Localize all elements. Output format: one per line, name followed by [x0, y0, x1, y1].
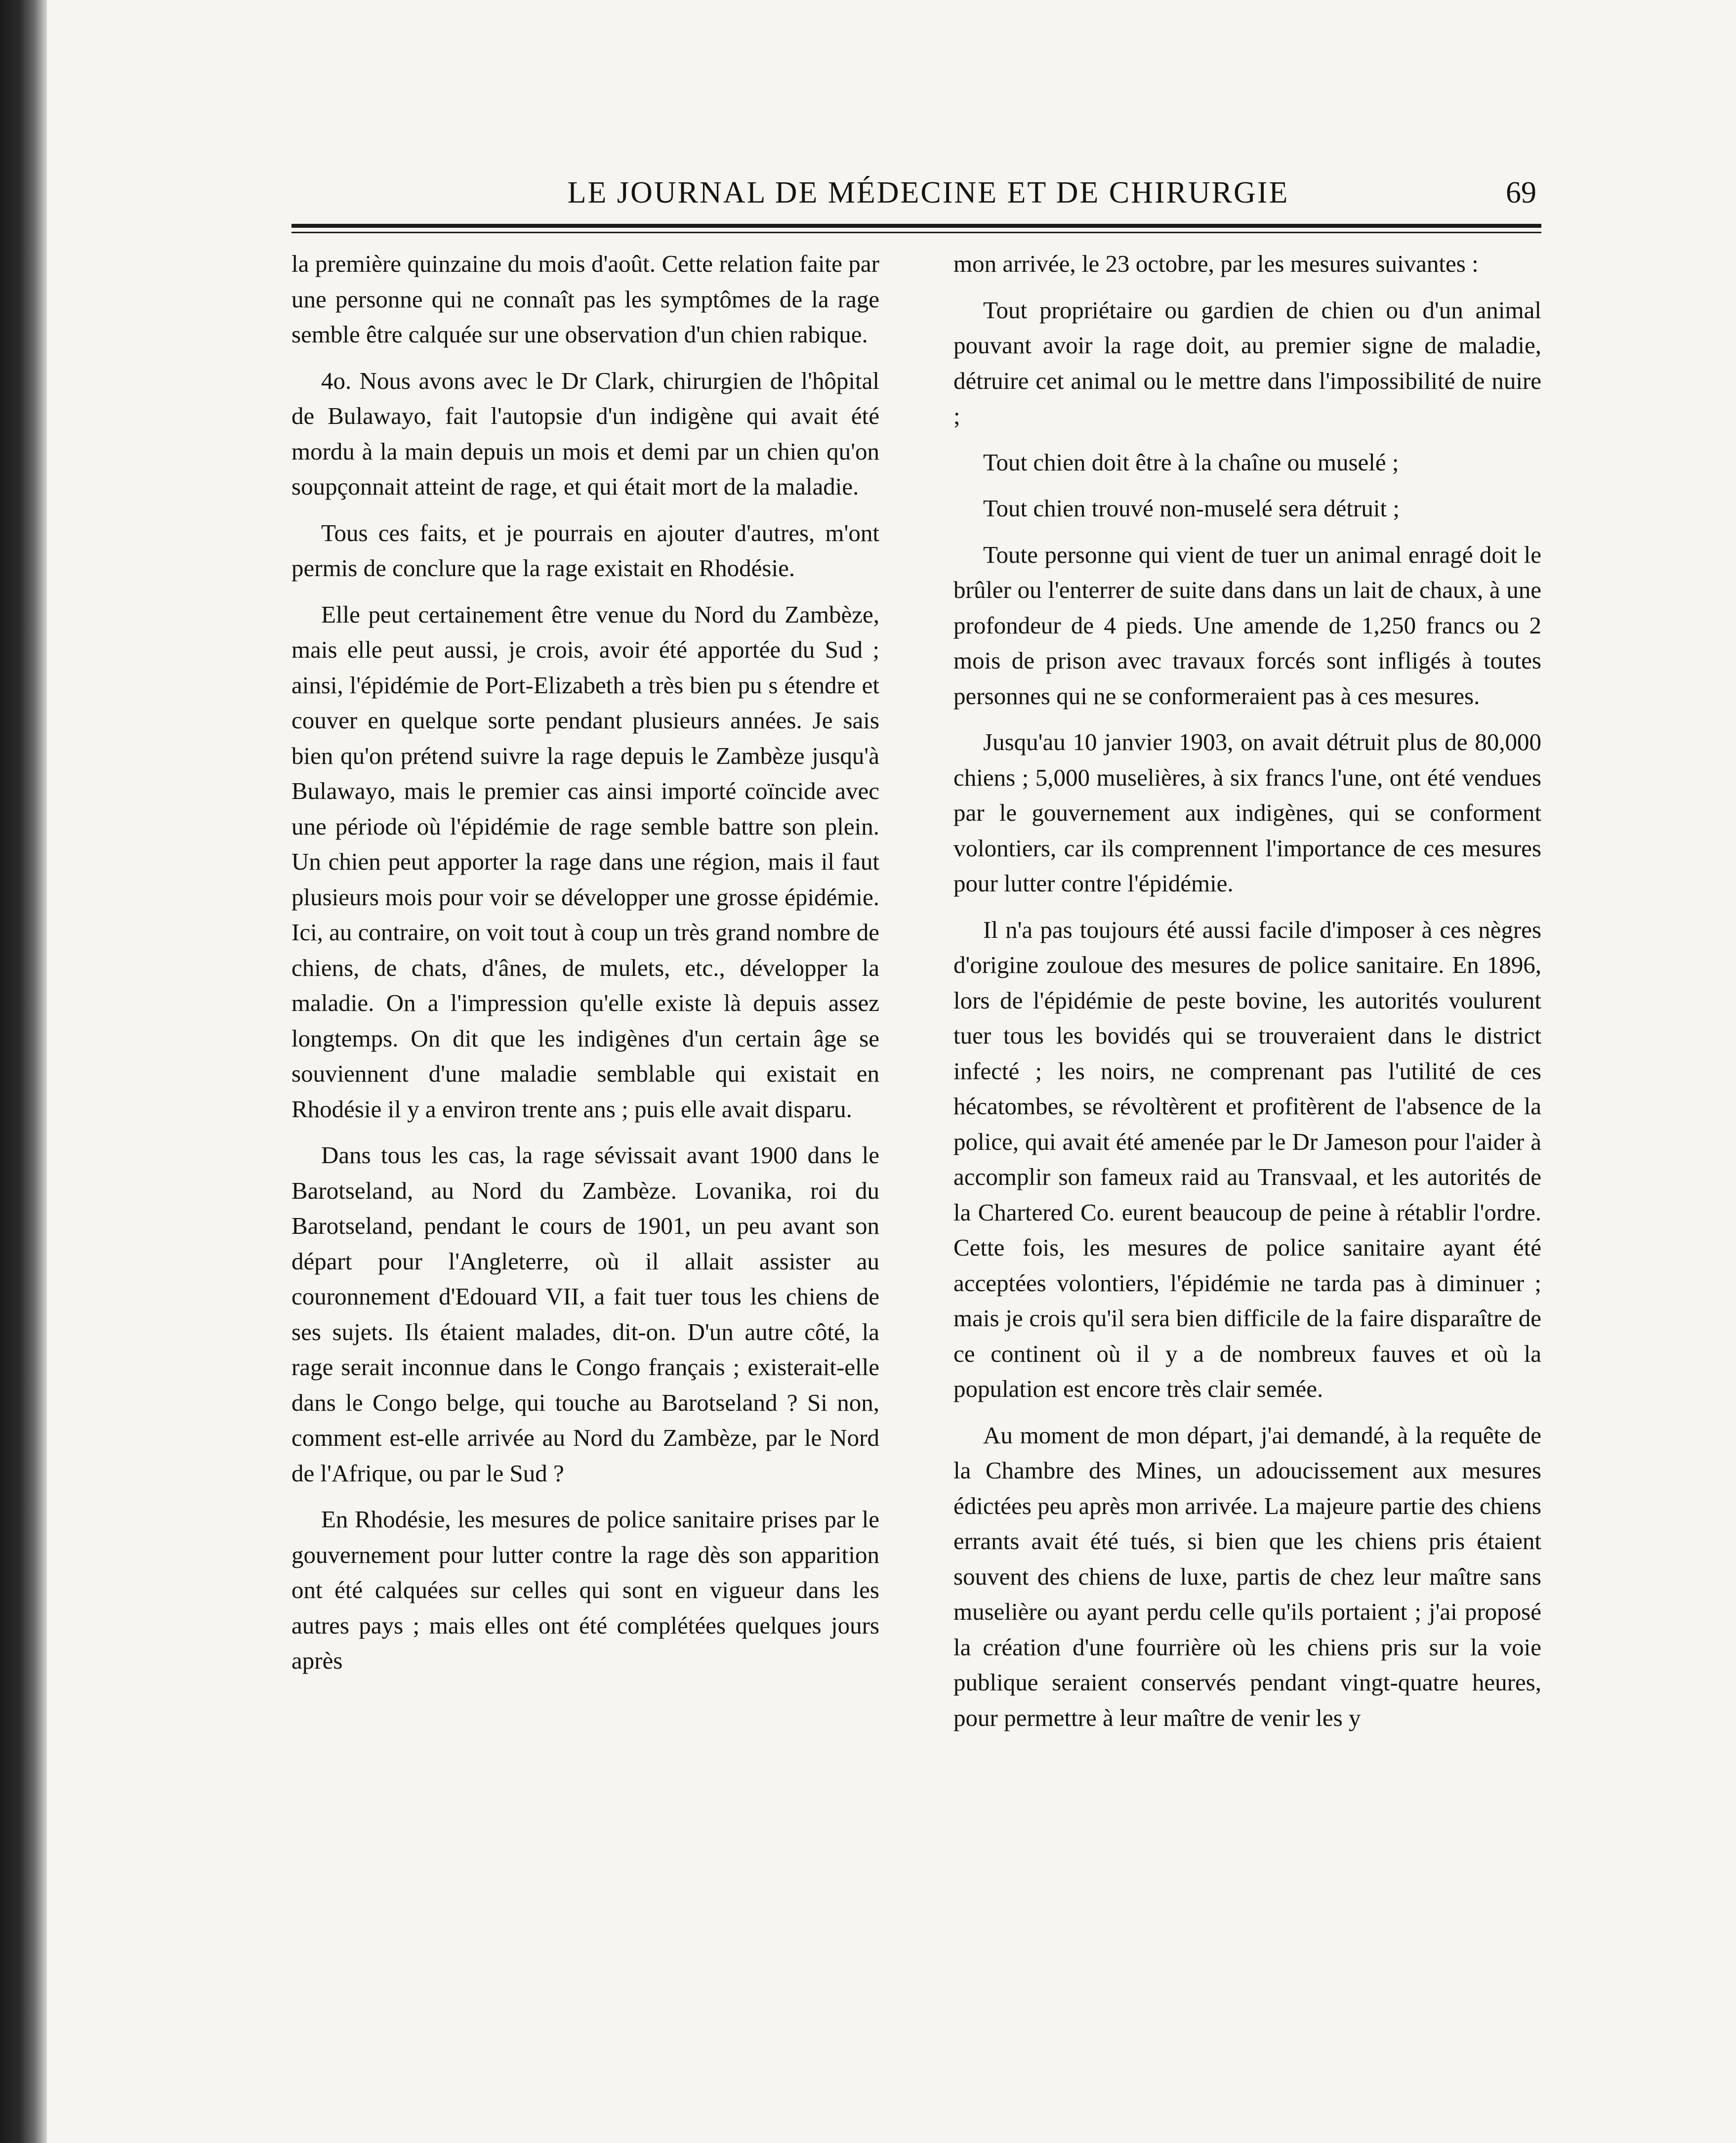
text-columns	[291, 246, 1541, 1746]
running-title: LE JOURNAL DE MÉDECINE ET DE CHIRURGIE	[567, 176, 1289, 210]
paragraph: Toute personne qui vient de tuer un animal enragé doit le brûler ou l'enterrer de suite dans dans un lait de chaux, à une profondeur de 4 pieds. Une amende de 1,250 francs ou 2 mois de prison avec travaux forcés sont infligés à toutes personnes qui ne se conformeraient pas à ces mesures.	[953, 541, 1541, 710]
paragraph: Tout chien trouvé non-muselé sera détruit ;	[983, 495, 1400, 522]
binding-edge	[0, 0, 47, 2143]
paragraph: Tout propriétaire ou gardien de chien ou d'un animal pouvant avoir la rage doit, au premier signe de maladie, détruire cet animal ou le mettre dans l'impossibilité de nuire ;	[953, 296, 1541, 429]
page	[291, 175, 1541, 1746]
header-rule-thick	[291, 224, 1541, 228]
header-rule-thin	[291, 232, 1541, 233]
paragraph: Elle peut certainement être venue du Nord du Zambèze, mais elle peut aussi, je crois, avoir été apportée du Sud ; ainsi, l'épidémie de Port-Elizabeth a très bien pu s étendre et couver en quelque sorte pendant plusieurs années. Je sais bien qu'on prétend suivre la rage depuis le Zambèze jusqu'à Bulawayo, mais le premier cas ainsi importé coïncide avec une période où l'épidémie de rage semble battre son plein. Un chien peut apporter la rage dans une région, mais il faut plusieurs mois pour voir se développer une grosse épidémie. Ici, au contraire, on voit tout à coup un très grand nombre de chiens, de chats, d'ânes, de mulets, etc., développer la maladie. On a l'impression qu'elle existe là depuis assez longtemps. On dit que les indigènes d'un certain âge se souviennent d'une maladie semblable qui existait en Rhodésie il y a environ trente ans ; puis elle avait disparu.	[291, 600, 879, 1123]
paragraph: Il n'a pas toujours été aussi facile d'imposer à ces nègres d'origine zouloue des mesures de police sanitaire. En 1896, lors de l'épidémie de peste bovine, les autorités voulurent tuer tous les bovidés qui se trouveraient dans le district infecté ; les noirs, ne comprenant pas l'utilité de ces hécatombes, se révoltèrent et profitèrent de l'absence de la police, qui avait été amenée par le Dr Jameson pour l'aider à accomplir son fameux raid au Transvaal, et les autorités de la Chartered Co. eurent beaucoup de peine à rétablir l'ordre. Cette fois, les mesures de police sanitaire ayant été acceptées volontiers, l'épidémie ne tarda pas à diminuer ; mais je crois qu'il sera bien difficile de la faire disparaître de ce continent où il y a de nombreux fauves et où la population est encore très clair semée.	[953, 916, 1541, 1402]
left-column	[291, 246, 879, 1746]
paragraph: En Rhodésie, les mesures de police sanitaire prises par le gouvernement pour lutter contre la rage dès son apparition ont été calquées sur celles qui sont en vigueur dans les autres pays ; mais elles ont été complétées quelques jours après	[291, 1506, 879, 1674]
paragraph: Au moment de mon départ, j'ai demandé, à la requête de la Chambre des Mines, un adoucissement aux mesures édictées peu après mon arrivée. La majeure partie des chiens errants avait été tués, si bien que les chiens pris étaient souvent des chiens de luxe, partis de chez leur maître sans muselière ou ayant perdu celle qu'ils portaient ; j'ai proposé la création d'une fourrière où les chiens pris sur la voie publique seraient conservés pendant vingt-quatre heures, pour permettre à leur maître de venir les y	[953, 1421, 1541, 1731]
paragraph: mon arrivée, le 23 octobre, par les mesures suivantes :	[953, 250, 1479, 277]
page-number: 69	[1506, 176, 1536, 210]
running-head	[291, 175, 1541, 215]
paragraph: 4o. Nous avons avec le Dr Clark, chirurgien de l'hôpital de Bulawayo, fait l'autopsie d'un indigène qui avait été mordu à la main depuis un mois et demi par un chien qu'on soupçonnait atteint de rage, et qui était mort de la maladie.	[291, 367, 879, 500]
paragraph: Dans tous les cas, la rage sévissait avant 1900 dans le Barotseland, au Nord du Zambèze. Lovanika, roi du Barotseland, pendant le cours de 1901, un peu avant son départ pour l'Angleterre, où il allait assister au couronnement d'Edouard VII, a fait tuer tous les chiens de ses sujets. Ils étaient malades, dit-on. D'un autre côté, la rage serait inconnue dans le Congo français ; existerait-elle dans le Congo belge, qui touche au Barotseland ? Si non, comment est-elle arrivée au Nord du Zambèze, par le Nord de l'Afrique, ou par le Sud ?	[291, 1141, 879, 1487]
paragraph: Tout chien doit être à la chaîne ou muselé ;	[983, 448, 1399, 476]
paragraph: la première quinzaine du mois d'août. Cette relation faite par une personne qui ne connaît pas les symptômes de la rage semble être calquée sur une observation d'un chien rabique.	[291, 250, 879, 348]
paragraph: Tous ces faits, et je pourrais en ajouter d'autres, m'ont permis de conclure que la rage existait en Rhodésie.	[291, 519, 879, 582]
paragraph: Jusqu'au 10 janvier 1903, on avait détruit plus de 80,000 chiens ; 5,000 muselières, à six francs l'une, ont été vendues par le gouvernement aux indigènes, qui se conforment volontiers, car ils comprennent l'importance de ces mesures pour lutter contre l'épidémie.	[953, 728, 1541, 897]
right-column	[953, 246, 1541, 1746]
